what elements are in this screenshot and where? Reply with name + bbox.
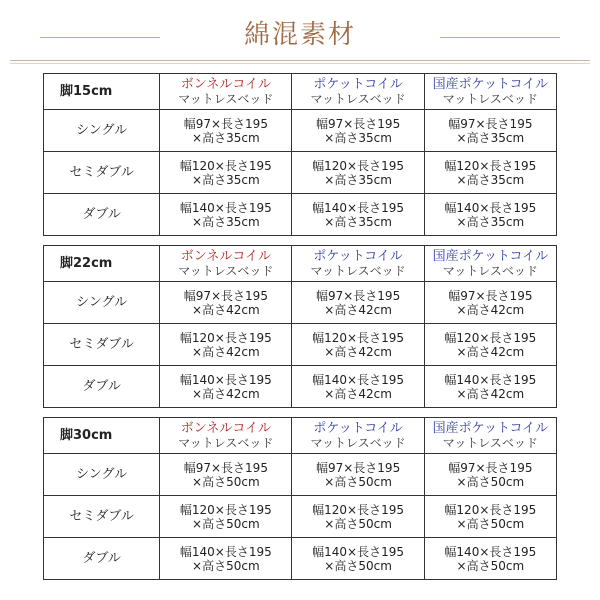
column-header [160, 246, 292, 282]
dimension-height: ×高さ35cm [192, 172, 260, 187]
bed-size-label: シングル [44, 110, 160, 152]
dimension-height: ×高さ35cm [192, 214, 260, 229]
column-header [424, 418, 556, 454]
dimension-width-length: 幅120×長さ195 [444, 330, 537, 345]
dimension-height: ×高さ42cm [192, 386, 260, 401]
table-header-row [44, 74, 557, 110]
dimension-height: ×高さ42cm [192, 344, 260, 359]
column-header-sub: マットレスベッド [178, 263, 274, 278]
dimension-cell [292, 538, 424, 580]
dimension-width-length: 幅140×長さ195 [179, 372, 272, 387]
dimension-width-length: 幅97×長さ195 [315, 288, 401, 303]
dimension-cell [424, 366, 556, 408]
dimension-height: ×高さ35cm [324, 214, 392, 229]
dimension-width-length: 幅140×長さ195 [179, 544, 272, 559]
column-header [424, 246, 556, 282]
dimension-height: ×高さ35cm [192, 130, 260, 145]
title-rule-right [440, 37, 560, 38]
bed-size-label: ダブル [44, 194, 160, 236]
spec-table [43, 245, 557, 408]
dimension-cell [424, 454, 556, 496]
dimension-cell [160, 282, 292, 324]
dimension-height: ×高さ35cm [456, 130, 525, 145]
dimension-width-length: 幅97×長さ195 [448, 460, 533, 475]
column-header-sub: マットレスベッド [178, 435, 274, 450]
dimension-height: ×高さ50cm [192, 516, 260, 531]
column-header-sub: マットレスベッド [442, 263, 538, 278]
dimension-width-length: 幅120×長さ195 [179, 158, 272, 173]
dimension-width-length: 幅120×長さ195 [312, 330, 405, 345]
dimension-height: ×高さ42cm [324, 386, 392, 401]
column-header-sub: マットレスベッド [178, 91, 274, 106]
table-header-row [44, 246, 557, 282]
dimension-width-length: 幅120×長さ195 [444, 158, 537, 173]
dimension-width-length: 幅97×長さ195 [183, 460, 268, 475]
dimension-width-length: 幅97×長さ195 [183, 288, 268, 303]
dimension-width-length: 幅120×長さ195 [312, 502, 405, 517]
table-row [44, 496, 557, 538]
dimension-cell [424, 496, 556, 538]
dimension-cell [160, 454, 292, 496]
dimension-cell [160, 194, 292, 236]
dimension-cell [160, 366, 292, 408]
dimension-height: ×高さ42cm [456, 302, 525, 317]
column-header-sub: マットレスベッド [442, 435, 538, 450]
bed-size-label: セミダブル [44, 496, 160, 538]
dimension-width-length: 幅140×長さ195 [179, 200, 272, 215]
column-header [292, 418, 424, 454]
column-header-sub: マットレスベッド [310, 91, 406, 106]
dimension-height: ×高さ35cm [324, 130, 392, 145]
column-header-name: 国産ポケットコイル [432, 76, 549, 92]
dimension-width-length: 幅140×長さ195 [312, 544, 405, 559]
column-header-name: ポケットコイル [313, 76, 403, 92]
dimension-height: ×高さ50cm [324, 474, 392, 489]
column-header-name: ボンネルコイル [180, 420, 271, 436]
dimension-cell [424, 282, 556, 324]
dimension-width-length: 幅97×長さ195 [315, 460, 401, 475]
dimension-cell [160, 496, 292, 538]
bed-size-label: セミダブル [44, 152, 160, 194]
divider-line [10, 60, 590, 61]
leg-height-label: 脚30cm [44, 418, 160, 454]
dimension-width-length: 幅140×長さ195 [312, 200, 405, 215]
column-header [292, 74, 424, 110]
column-header-name: 国産ポケットコイル [432, 248, 549, 264]
dimension-height: ×高さ35cm [456, 172, 525, 187]
dimension-height: ×高さ35cm [456, 214, 525, 229]
dimension-cell [424, 324, 556, 366]
bed-size-label: セミダブル [44, 324, 160, 366]
dimension-height: ×高さ35cm [324, 172, 392, 187]
dimension-cell [160, 110, 292, 152]
table-row [44, 152, 557, 194]
dimension-width-length: 幅97×長さ195 [448, 116, 533, 131]
table-row [44, 110, 557, 152]
table-row [44, 538, 557, 580]
spec-table [43, 417, 557, 580]
dimension-width-length: 幅140×長さ195 [444, 372, 537, 387]
dimension-height: ×高さ50cm [192, 474, 260, 489]
dimension-height: ×高さ42cm [324, 302, 392, 317]
table-row [44, 324, 557, 366]
column-header-name: ポケットコイル [313, 248, 403, 264]
dimension-cell [292, 496, 424, 538]
column-header [160, 418, 292, 454]
dimension-height: ×高さ42cm [192, 302, 260, 317]
dimension-height: ×高さ42cm [456, 344, 525, 359]
dimension-cell [160, 538, 292, 580]
dimension-cell [424, 110, 556, 152]
dimension-width-length: 幅97×長さ195 [183, 116, 268, 131]
bed-size-label: ダブル [44, 538, 160, 580]
bed-size-label: ダブル [44, 366, 160, 408]
dimension-cell [160, 324, 292, 366]
column-header-name: ボンネルコイル [180, 248, 271, 264]
dimension-height: ×高さ50cm [324, 558, 392, 573]
dimension-height: ×高さ50cm [456, 474, 525, 489]
dimension-width-length: 幅97×長さ195 [315, 116, 401, 131]
column-header [424, 74, 556, 110]
dimension-cell [292, 110, 424, 152]
column-header-name: ボンネルコイル [180, 76, 271, 92]
dimension-height: ×高さ42cm [456, 386, 525, 401]
dimension-cell [424, 538, 556, 580]
column-header-sub: マットレスベッド [310, 263, 406, 278]
dimension-height: ×高さ50cm [192, 558, 260, 573]
bed-size-label: シングル [44, 454, 160, 496]
dimension-cell [292, 152, 424, 194]
dimension-cell [424, 194, 556, 236]
dimension-cell [292, 454, 424, 496]
column-header-name: 国産ポケットコイル [432, 420, 549, 436]
dimension-cell [160, 152, 292, 194]
dimension-width-length: 幅120×長さ195 [312, 158, 405, 173]
page-title: 綿混素材 [243, 20, 356, 50]
table-row [44, 366, 557, 408]
column-header-name: ポケットコイル [313, 420, 403, 436]
column-header [160, 74, 292, 110]
table-row [44, 194, 557, 236]
divider-line-secondary [10, 63, 590, 64]
leg-height-label: 脚15cm [44, 74, 160, 110]
bed-size-label: シングル [44, 282, 160, 324]
column-header-sub: マットレスベッド [442, 91, 538, 106]
table-row [44, 282, 557, 324]
dimension-cell [292, 194, 424, 236]
dimension-width-length: 幅140×長さ195 [444, 200, 537, 215]
dimension-width-length: 幅120×長さ195 [179, 330, 272, 345]
header [0, 0, 600, 70]
leg-height-label: 脚22cm [44, 246, 160, 282]
dimension-height: ×高さ50cm [324, 516, 392, 531]
dimension-height: ×高さ42cm [324, 344, 392, 359]
spec-table [43, 73, 557, 236]
table-header-row [44, 418, 557, 454]
dimension-cell [424, 152, 556, 194]
dimension-height: ×高さ50cm [456, 558, 525, 573]
dimension-width-length: 幅120×長さ195 [444, 502, 537, 517]
dimension-width-length: 幅140×長さ195 [444, 544, 537, 559]
dimension-cell [292, 282, 424, 324]
dimension-width-length: 幅140×長さ195 [312, 372, 405, 387]
dimension-cell [292, 366, 424, 408]
dimension-height: ×高さ50cm [456, 516, 525, 531]
column-header-sub: マットレスベッド [310, 435, 406, 450]
table-row [44, 454, 557, 496]
dimension-width-length: 幅120×長さ195 [179, 502, 272, 517]
dimension-cell [292, 324, 424, 366]
column-header [292, 246, 424, 282]
dimension-width-length: 幅97×長さ195 [448, 288, 533, 303]
